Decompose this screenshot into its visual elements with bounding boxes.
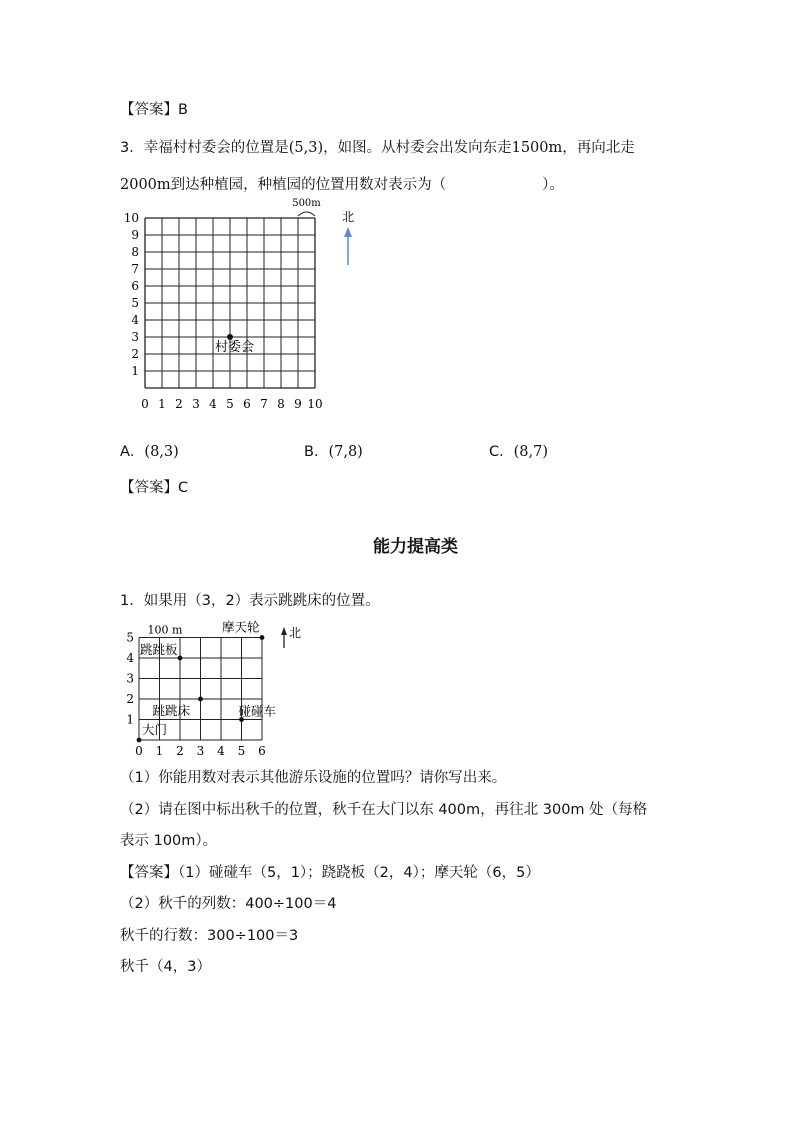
y-tick-label: 3 [126, 671, 134, 686]
facility-point [137, 738, 142, 743]
question-3-line-1 [120, 138, 635, 158]
north-arrow-head-icon [344, 227, 352, 237]
north-arrow-head-icon [281, 627, 287, 635]
option-a[interactable] [120, 440, 179, 461]
answer-line-1: 【答案】（1）碰碰车（5，1）；跷跷板（2，4）；摩天轮（6，5） [120, 865, 540, 881]
facility-point [198, 697, 203, 702]
facility-label: 摩天轮 [222, 619, 260, 635]
answer-line-4: 秋千（4，3） [120, 959, 211, 975]
y-tick-label: 7 [131, 262, 139, 276]
y-tick-label: 8 [131, 245, 139, 259]
x-tick-label: 3 [196, 744, 205, 758]
facility-label: 跳跳床 [152, 703, 191, 718]
x-tick-label: 4 [209, 397, 217, 411]
x-tick-label: 1 [155, 744, 164, 758]
answer-line-3: 秋千的行数：300÷100＝3 [120, 928, 299, 944]
x-tick-label: 2 [175, 397, 183, 411]
y-tick-label: 3 [131, 330, 139, 344]
x-tick-label: 8 [277, 397, 285, 411]
y-tick-label: 4 [126, 651, 134, 665]
x-tick-label: 0 [141, 397, 149, 411]
x-tick-label: 3 [192, 397, 200, 411]
q3-text: 到达种植园，种植园的位置用数对表示为（ [170, 177, 447, 193]
option-value: (8,3) [144, 444, 179, 460]
x-tick-label: 5 [226, 397, 234, 411]
facility-label: 碰碰车 [238, 703, 277, 719]
option-b[interactable] [304, 440, 363, 461]
y-tick-label: 4 [131, 313, 139, 327]
q3-distance: 2000m [120, 177, 171, 193]
y-tick-label: 1 [131, 364, 139, 378]
answer-label: 【答案】C [120, 480, 189, 496]
x-tick-label: 2 [176, 744, 184, 758]
answer-label: 【答案】B [120, 102, 188, 118]
sub-question-1: （1）你能用数对表示其他游乐设施的位置吗？请你写出来。 [120, 770, 507, 786]
y-tick-label: 2 [126, 692, 134, 706]
y-tick-label: 5 [126, 630, 134, 645]
x-tick-label: 9 [294, 397, 302, 411]
y-tick-label: 6 [131, 279, 139, 293]
facility-label: 跳跳板 [140, 642, 178, 657]
q3-text: ，如图。从村委会出发向东走 [323, 140, 512, 156]
coordinate-grid-village [123, 198, 375, 415]
q3-distance: 1500m [511, 140, 563, 156]
point-label: 村委会 [215, 340, 255, 355]
x-tick-label: 1 [158, 397, 166, 411]
y-tick-label: 9 [131, 228, 139, 242]
x-tick-label: 5 [237, 744, 246, 758]
question-1-stem: 1．如果用（3，2）表示跳跳床的位置。 [120, 593, 380, 609]
question-3-line-2 [120, 175, 564, 195]
option-letter: C． [489, 444, 514, 460]
y-tick-label: 5 [131, 296, 139, 310]
option-value: (7,8) [328, 444, 363, 460]
north-label: 北 [342, 210, 355, 224]
section-title: 能力提高类 [373, 537, 458, 557]
option-value: (8,7) [513, 444, 548, 460]
x-tick-label: 6 [258, 744, 266, 758]
x-tick-label: 4 [217, 744, 225, 758]
x-tick-label: 0 [135, 744, 143, 758]
answer-line-2: （2）秋千的列数：400÷100＝4 [120, 896, 337, 912]
scale-brace [298, 212, 315, 216]
coordinate-grid-park [125, 618, 325, 763]
x-tick-label: 7 [260, 397, 268, 411]
scale-label: 500m [292, 198, 321, 209]
option-letter: B． [304, 444, 329, 460]
y-tick-label: 10 [123, 211, 139, 225]
q3-text: ）。 [542, 177, 564, 193]
y-tick-label: 2 [131, 347, 139, 361]
x-tick-label: 10 [307, 397, 323, 411]
facility-point [260, 635, 265, 640]
scale-label: 100 m [147, 623, 183, 637]
sub-question-2-line-1: （2）请在图中标出秋千的位置，秋千在大门以东 400m，再往北 300m 处（每格 [120, 802, 648, 818]
option-c[interactable] [489, 440, 548, 461]
sub-question-2-line-2: 表示 100m）。 [120, 833, 218, 849]
q3-text: 3．幸福村村委会的位置是 [120, 140, 289, 156]
option-letter: A． [120, 444, 145, 460]
north-label: 北 [289, 626, 302, 640]
y-tick-label: 1 [126, 712, 134, 727]
facility-point [178, 656, 183, 661]
facility-label: 大门 [142, 722, 168, 737]
q3-coord: (5,3) [288, 140, 324, 156]
x-tick-label: 6 [243, 397, 251, 411]
q3-text: ，再向北走 [562, 140, 635, 156]
